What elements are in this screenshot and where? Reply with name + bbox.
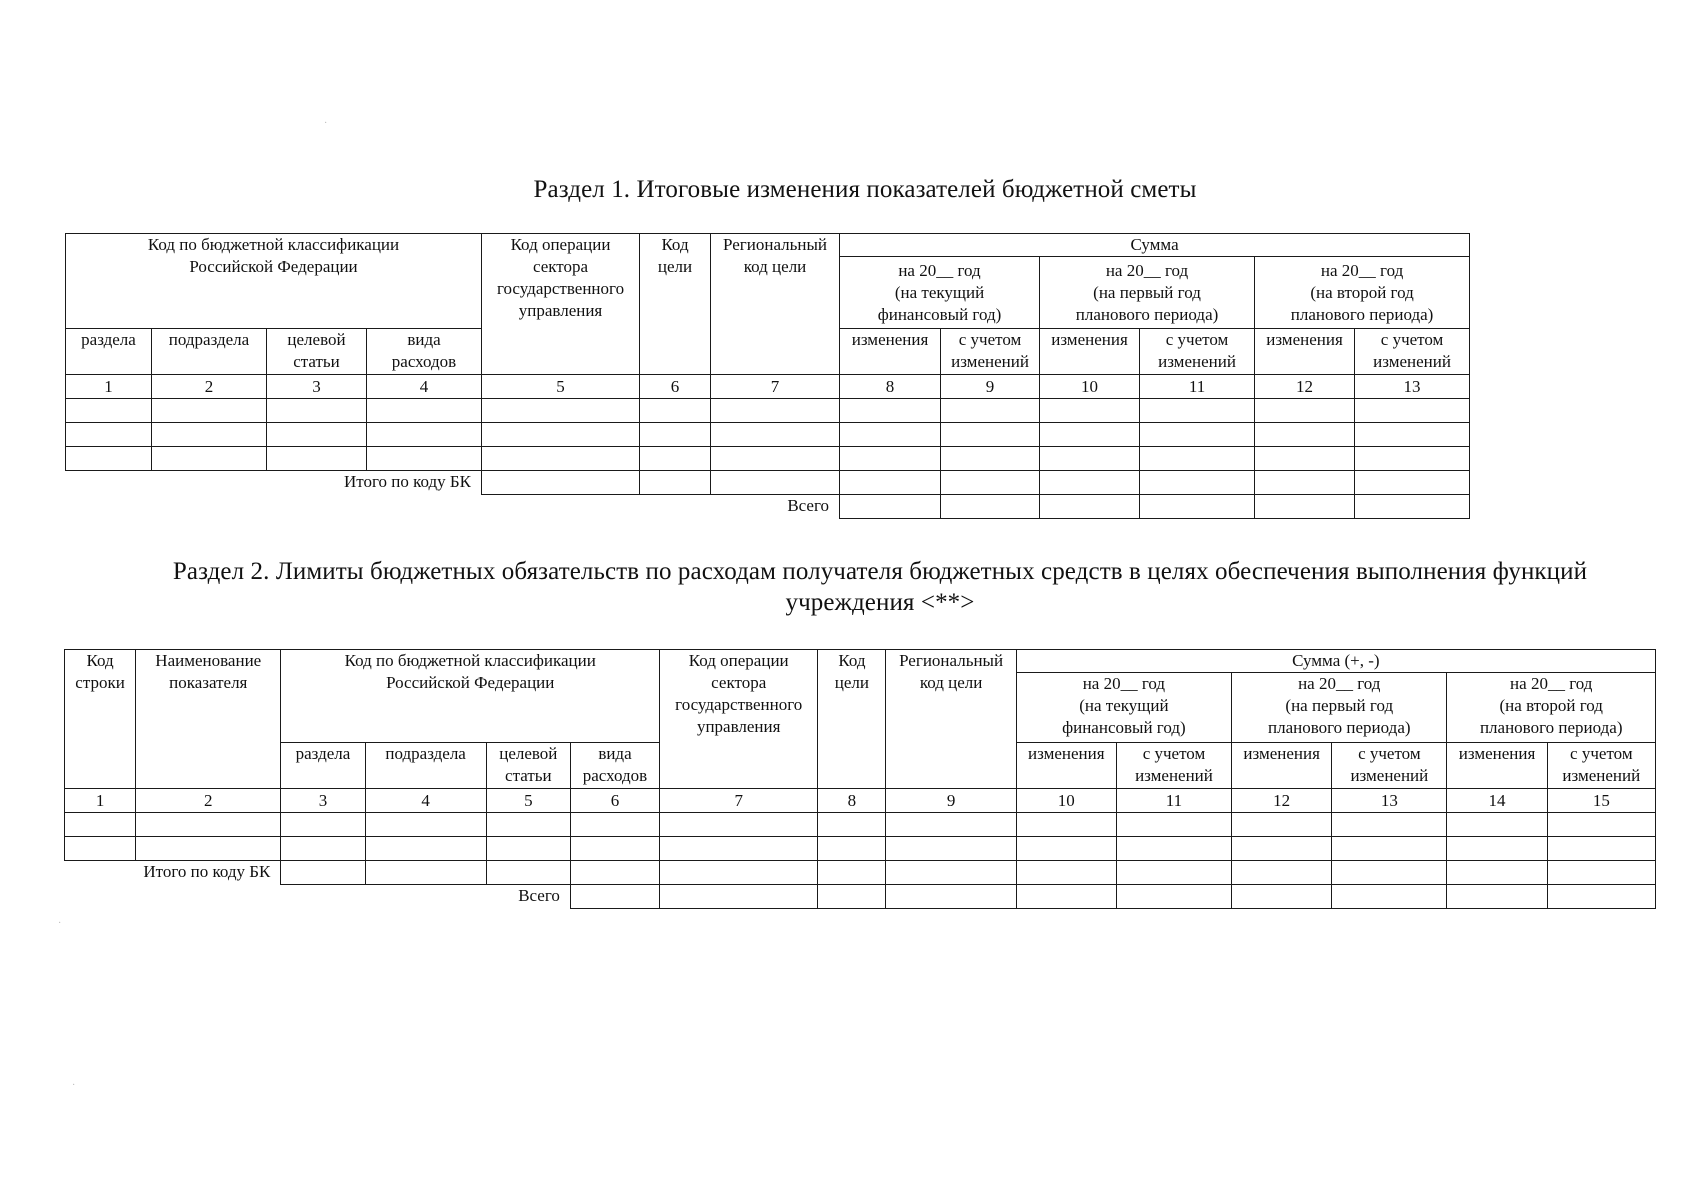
year1-header: на 20__ год (на текущий финансовый год) [1016,673,1231,743]
column-number-row [66,375,1470,399]
vsego-row [66,495,1470,519]
column-number: 3 [267,375,367,399]
section1-table [65,233,1470,519]
column-number: 4 [367,375,482,399]
scan-speck: · [58,918,62,929]
table-row [65,837,1656,861]
goal-code-header: Код цели [640,234,711,375]
itogo-row [66,471,1470,495]
vsego-label: Всего [787,496,830,515]
column-number: 5 [486,789,570,813]
column-number: 15 [1547,789,1655,813]
column-number: 5 [482,375,640,399]
column-number: 8 [818,789,886,813]
cel-statya-header: целевой статьи [486,743,570,789]
s-uchetom-header: с учетом изменений [1355,329,1470,375]
column-number: 13 [1355,375,1470,399]
column-number: 10 [1040,375,1140,399]
s-uchetom-header: с учетом изменений [1332,743,1447,789]
column-number: 6 [640,375,711,399]
year2-header: на 20__ год (на первый год планового периода) [1232,673,1447,743]
scan-speck: · [324,118,328,129]
kbk-header: Код по бюджетной классификации Российской Федерации [281,650,660,743]
year1-header: на 20__ год (на текущий финансовый год) [840,257,1040,329]
vid-rashodov-header: вида расходов [570,743,659,789]
row-code-header: Код строки [65,650,136,789]
column-number: 11 [1116,789,1231,813]
year2-header: на 20__ год (на первый год планового периода) [1040,257,1255,329]
itogo-label: Итого по коду БК [143,862,271,881]
column-number: 4 [365,789,486,813]
cel-statya-header: целевой статьи [267,329,367,375]
column-number: 9 [941,375,1040,399]
sum-header: Сумма [840,234,1470,257]
izm-header: изменения [1040,329,1140,375]
column-number-row [65,789,1656,813]
s-uchetom-header: с учетом изменений [1140,329,1255,375]
itogo-row [65,861,1656,885]
column-number: 7 [660,789,818,813]
razdel-header: раздела [66,329,152,375]
year3-header: на 20__ год (на второй год планового периода) [1255,257,1470,329]
goal-code-header: Код цели [818,650,886,789]
itogo-label: Итого по коду БК [343,472,472,491]
izm-header: изменения [1016,743,1116,789]
scan-speck: · [72,1080,76,1091]
kosgu-header: Код операции сектора государственного управления [482,234,640,375]
vsego-label: Всего [518,886,560,905]
table-row [66,423,1470,447]
column-number: 14 [1447,789,1547,813]
column-number: 12 [1255,375,1355,399]
izm-header: изменения [1447,743,1547,789]
section1-title: Раздел 1. Итоговые изменения показателей бюджетной сметы [533,176,1197,203]
sum-header: Сумма (+, -) [1016,650,1655,673]
section2-table [64,649,1656,909]
table-row [66,447,1470,471]
s-uchetom-header: с учетом изменений [1116,743,1231,789]
year3-header: на 20__ год (на второй год планового периода) [1447,673,1656,743]
s-uchetom-header: с учетом изменений [941,329,1040,375]
izm-header: изменения [840,329,941,375]
column-number: 13 [1332,789,1447,813]
section2-title: Раздел 2. Лимиты бюджетных обязательств по расходам получателя бюджетных средств в целях обеспечения выполнения функций учреждения <**> [172,558,1588,616]
izm-header: изменения [1232,743,1332,789]
kbk-header: Код по бюджетной классификации Российской Федерации [66,234,482,329]
razdel-header: раздела [281,743,365,789]
indicator-name-header: Наименование показателя [136,650,281,789]
table-row [65,813,1656,837]
column-number: 2 [136,789,281,813]
table-row [66,399,1470,423]
s-uchetom-header: с учетом изменений [1547,743,1655,789]
kosgu-header: Код операции сектора государственного управления [660,650,818,789]
column-number: 1 [65,789,136,813]
column-number: 9 [886,789,1016,813]
column-number: 10 [1016,789,1116,813]
column-number: 7 [711,375,840,399]
column-number: 2 [152,375,267,399]
column-number: 3 [281,789,365,813]
izm-header: изменения [1255,329,1355,375]
vid-rashodov-header: вида расходов [367,329,482,375]
podrazdel-header: подраздела [152,329,267,375]
vsego-row [65,885,1656,909]
regional-code-header: Региональный код цели [886,650,1016,789]
column-number: 6 [570,789,659,813]
column-number: 11 [1140,375,1255,399]
column-number: 8 [840,375,941,399]
podrazdel-header: подраздела [365,743,486,789]
regional-code-header: Региональный код цели [711,234,840,375]
column-number: 1 [66,375,152,399]
column-number: 12 [1232,789,1332,813]
